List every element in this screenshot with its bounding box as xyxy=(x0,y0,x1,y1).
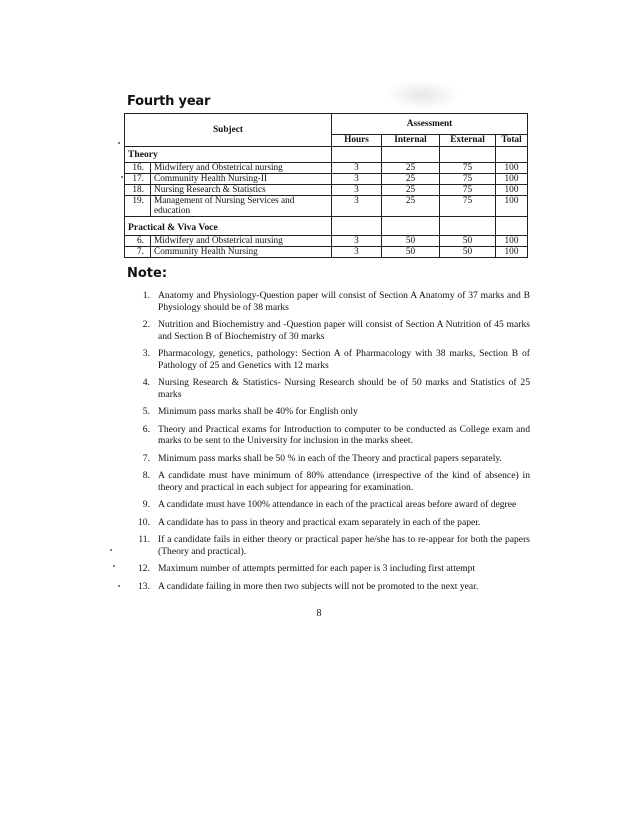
list-item: 13. A candidate failing in more then two subjects will not be promoted to the next year. xyxy=(138,580,479,592)
list-item: 3. Pharmacology, genetics, pathology: Section A of Pharmacology with 38 marks, Section B of Pathology of 25 and Genetics with 12 marks xyxy=(142,348,530,371)
page-number: 8 xyxy=(316,608,322,619)
list-item: 9. A candidate must have 100% attendance in each of the practical areas before award of degree xyxy=(142,499,517,510)
column-header: Internal xyxy=(382,134,440,146)
practical-label: Practical & Viva Voce xyxy=(125,217,332,236)
subject-header: Subject xyxy=(125,114,332,147)
scan-smudge xyxy=(385,80,460,110)
table-row: 6. Midwifery and Obstetrical nursing 3 50 50 100 xyxy=(125,236,528,247)
column-header: Total xyxy=(496,134,528,146)
table-row: 19. Management of Nursing Services and education 3 25 75 100 xyxy=(125,196,528,217)
notes-list xyxy=(120,290,530,598)
list-item: 4. Nursing Research & Statistics- Nursing Research should be of 50 marks and Statistics of 25 marks xyxy=(142,377,530,400)
list-item: 5. Minimum pass marks shall be 40% for English only xyxy=(142,406,358,417)
list-item: 6. Theory and Practical exams for Introduction to computer to be conducted as College exam and marks to be sent to the University for inclusion in the marks sheet. xyxy=(142,423,530,446)
list-item: 12. Maximum number of attempts permitted for each paper is 3 including first attempt xyxy=(138,563,476,574)
assessment-header: Assessment xyxy=(332,114,528,135)
table-row: 7. Community Health Nursing 3 50 50 100 xyxy=(125,247,528,258)
list-item: 2. Nutrition and Biochemistry and -Question paper will consist of Section A Nutrition of 45 marks and Section B of Biochemistry of 30 marks xyxy=(142,319,530,342)
column-header: External xyxy=(440,134,496,146)
list-item: 1. Anatomy and Physiology-Question paper will consist of Section A Anatomy of 37 marks and B Physiology should be of 38 marks xyxy=(142,290,530,313)
list-item: 7. Minimum pass marks shall be 50 % in each of the Theory and practical papers separately. xyxy=(142,452,502,464)
note-heading: Note: xyxy=(127,266,168,281)
table-row: 18. Nursing Research & Statistics 3 25 75 100 xyxy=(125,185,528,196)
list-item: 11. If a candidate fails in either theory or practical paper he/she has to re-appear for both the papers (Theory and practical). xyxy=(138,534,530,557)
column-header: Hours xyxy=(332,134,382,146)
theory-label: Theory xyxy=(125,147,332,163)
scan-speck xyxy=(118,142,120,144)
scan-speck xyxy=(110,549,112,551)
list-item: 8. A candidate must have minimum of 80% attendance (irrespective of the kind of absence) in theory and practical in each subject for appearing for examination. xyxy=(142,470,530,493)
list-item: 10. A candidate has to pass in theory and practical exam separately in each of the paper. xyxy=(138,516,481,528)
section-heading: Fourth year xyxy=(127,94,211,109)
table-row: 16. Midwifery and Obstetrical nursing 3 25 75 100 xyxy=(125,163,528,174)
scan-speck xyxy=(121,176,123,178)
table-row: 17. Community Health Nursing-II 3 25 75 100 xyxy=(125,174,528,185)
scan-speck xyxy=(113,565,115,567)
marks-table xyxy=(124,113,528,258)
